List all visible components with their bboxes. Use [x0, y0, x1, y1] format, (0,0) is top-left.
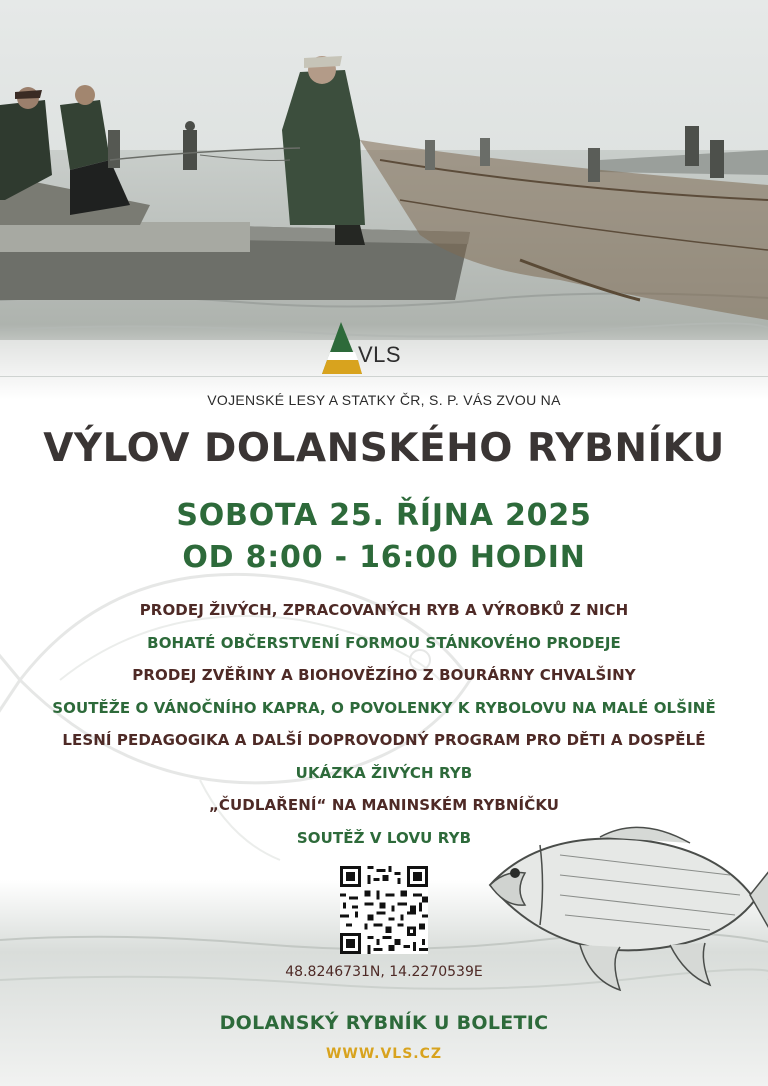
program-item: LESNÍ PEDAGOGIKA A DALŠÍ DOPROVODNÝ PROGRAM PRO DĚTI A DOSPĚLÉ [62, 731, 706, 749]
website-link[interactable]: WWW.VLS.CZ [325, 1046, 443, 1062]
logo-text: VLS [358, 342, 402, 367]
program-item: PRODEJ ZVĚŘINY A BIOHOVĚZÍHO Z BOURÁRNY CHVALŠINY [132, 666, 636, 684]
qr-code-icon [340, 866, 428, 954]
program-item: SOUTĚŽE O VÁNOČNÍHO KAPRA, O POVOLENKY K RYBOLOVU NA MALÉ OLŠINĚ [52, 698, 716, 717]
invite-line: VOJENSKÉ LESY A STATKY ČR, S. P. VÁS ZVOU NA [207, 392, 561, 408]
program-item: „ČUDLAŘENÍ“ NA MANINSKÉM RYBNÍČKU [208, 796, 560, 814]
event-title: VÝLOV DOLANSKÉHO RYBNÍKU [43, 426, 725, 471]
gps-coordinates: 48.8246731N, 14.2270539E [285, 964, 483, 980]
event-time: OD 8:00 - 16:00 HODIN [182, 540, 586, 575]
program-item: BOHATÉ OBČERSTVENÍ FORMOU STÁNKOVÉHO PRODEJE [147, 633, 621, 652]
program-item: UKÁZKA ŽIVÝCH RYB [295, 763, 473, 782]
program-item: PRODEJ ŽIVÝCH, ZPRACOVANÝCH RYB A VÝROBKŮ Z NICH [139, 601, 629, 619]
event-location: DOLANSKÝ RYBNÍK U BOLETIC [219, 1012, 549, 1034]
program-item: SOUTĚŽ V LOVU RYB [296, 828, 472, 847]
event-date: SOBOTA 25. ŘÍJNA 2025 [176, 498, 592, 533]
